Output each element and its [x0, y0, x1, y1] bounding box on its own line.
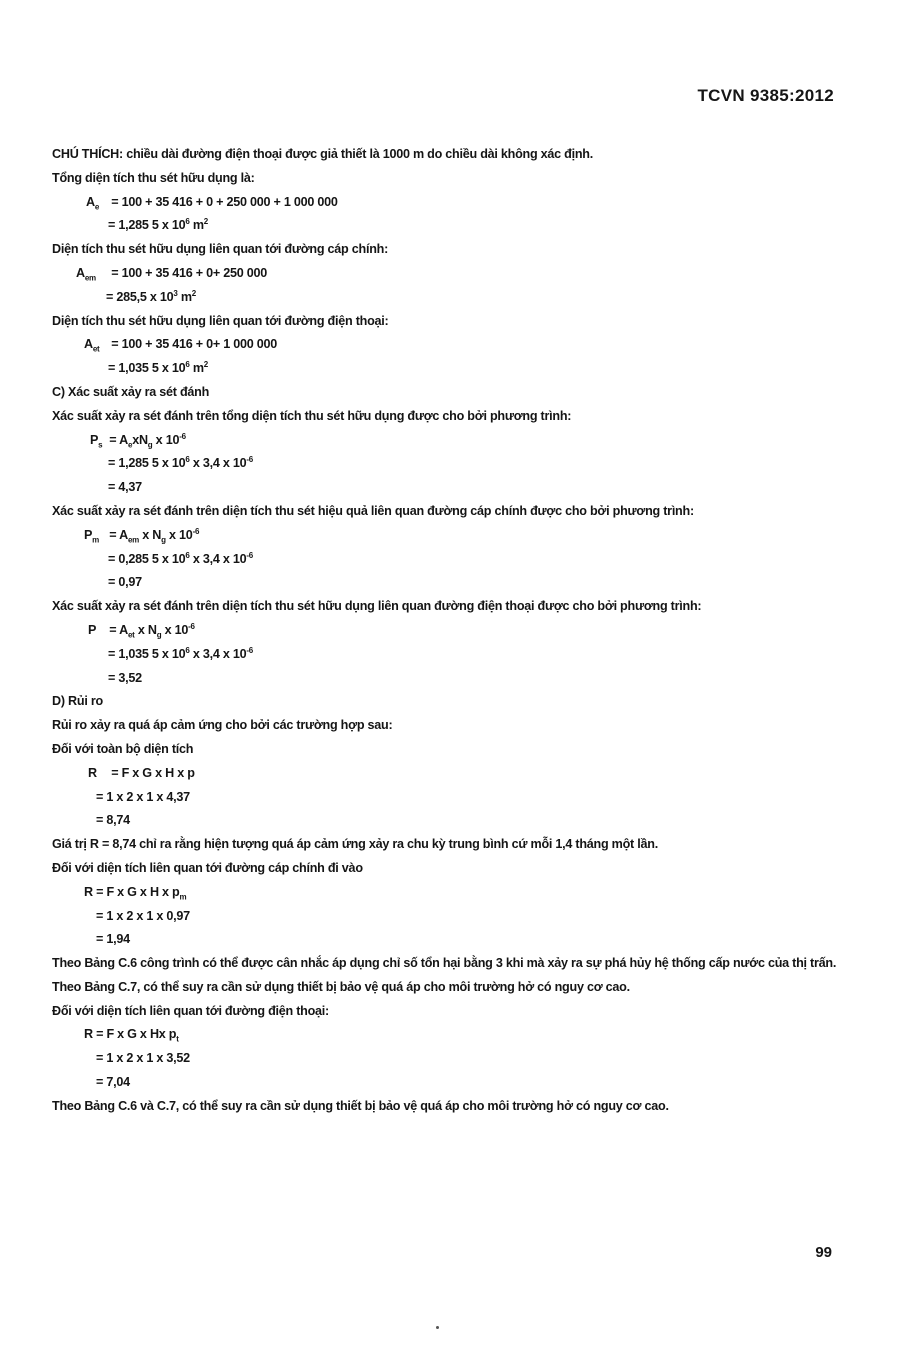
equation-line: R = F x G x H x $p_m$ [84, 884, 187, 902]
text-line: Rủi ro xảy ra quá áp cảm ứng cho bởi các trường hợp sau: [52, 718, 393, 733]
equation-line: = 7,04 [96, 1075, 130, 1090]
text-line: Xác suất xảy ra sét đánh trên diện tích thu sét hiệu quả liên quan đường cáp chính được cho bởi phương trình: [52, 503, 694, 518]
text-line: Giá trị R = 8,74 chỉ ra rằng hiện tượng quá áp cảm ứng xảy ra chu kỳ trung bình cứ mỗi 1,4 tháng một lần. [52, 837, 658, 852]
equation-line: = 1,285 5 x $10^6$ $m^2$ [108, 217, 208, 233]
text-line: Xác suất xảy ra sét đánh trên diện tích thu sét hữu dụng liên quan đường điện thoại được cho bởi phương trình: [52, 599, 702, 614]
equation-line: = 3,52 [108, 670, 142, 685]
text-line: Tổng diện tích thu sét hữu dụng là: [52, 170, 255, 185]
text-line: Theo Bảng C.7, có thể suy ra cần sử dụng thiết bị bảo vệ quá áp cho môi trường hở có nguy cơ cao. [52, 979, 630, 994]
page-number: 99 [815, 1244, 832, 1261]
equation-line: = 1,035 5 x $10^6$ x 3,4 x $10^{-6}$ [108, 645, 253, 661]
standard-code-header: TCVN 9385:2012 [697, 86, 834, 105]
equation-line: = 0,285 5 x $10^6$ x 3,4 x $10^{-6}$ [108, 550, 253, 566]
equation-line: R = F x G x H x p [88, 765, 195, 780]
equation-line: $P_m = A_{em}$ x $N_g$ x $10^{-6}$ [84, 526, 200, 545]
equation-line: = 1,285 5 x $10^6$ x 3,4 x $10^{-6}$ [108, 455, 253, 471]
text-line: Xác suất xảy ra sét đánh trên tổng diện tích thu sét hữu dụng được cho bởi phương trình: [52, 408, 572, 423]
equation-line: $P_s = A_exN_g$ x $10^{-6}$ [90, 431, 186, 450]
equation-line: = 1 x 2 x 1 x 3,52 [96, 1051, 190, 1066]
equation-line: = 8,74 [96, 813, 130, 828]
text-line: Diện tích thu sét hữu dụng liên quan tới đường cáp chính: [52, 242, 389, 257]
equation-line: = 1 x 2 x 1 x 0,97 [96, 908, 190, 923]
text-line: Đối với diện tích liên quan tới đường điện thoại: [52, 1003, 330, 1018]
equation-line: $A_{em} = 100 + 35$ 416 + 0+ 250 000 [76, 265, 267, 283]
equation-line: = 1,035 5 x $10^6$ $m^2$ [108, 359, 208, 376]
section-heading: C) Xác suất xảy ra sét đánh [52, 384, 210, 399]
text-line: Đối với toàn bộ diện tích [52, 741, 194, 756]
equation-line: = 4,37 [108, 480, 142, 495]
equation-line: = 285,5 x $10^3$ $m^2$ [106, 288, 196, 304]
equation-line: $P = A_{et}$ x $N_g$ x $10^{-6}$ [88, 621, 195, 640]
equation-line: = 1 x 2 x 1 x 4,37 [96, 789, 190, 804]
text-paragraph: Theo Bảng C.6 công trình có thể được cân nhắc áp dụng chỉ số tổn hại bằng 3 khi mà xảy ra sự phá hủy hệ thống cấp nước của thị trấn. [52, 956, 837, 971]
equation-line: = 1,94 [96, 932, 130, 947]
equation-line: $A_{et} = 100 + 35$ 416 + 0+ 1 000 000 [84, 337, 277, 354]
equation-line: $A_e = 100 + 35$ 416 + 0 + 250 000 + 1 000 000 [86, 194, 338, 212]
scan-speck [436, 1326, 439, 1329]
section-heading: D) Rủi ro [52, 694, 103, 709]
equation-line: R = F x G x Hx $p_t$ [84, 1027, 179, 1044]
text-line: Diện tích thu sét hữu dụng liên quan tới đường điện thoại: [52, 313, 389, 328]
document-body [52, 143, 852, 1119]
note-line: CHÚ THÍCH: chiều dài đường điện thoại được giả thiết là 1000 m do chiều dài không xác định. [52, 147, 593, 161]
text-line: Đối với diện tích liên quan tới đường cáp chính đi vào [52, 860, 363, 875]
equation-line: = 0,97 [108, 575, 142, 590]
text-line: Theo Bảng C.6 và C.7, có thể suy ra cần sử dụng thiết bị bảo vệ quá áp cho môi trường hở có nguy cơ cao. [52, 1098, 669, 1113]
